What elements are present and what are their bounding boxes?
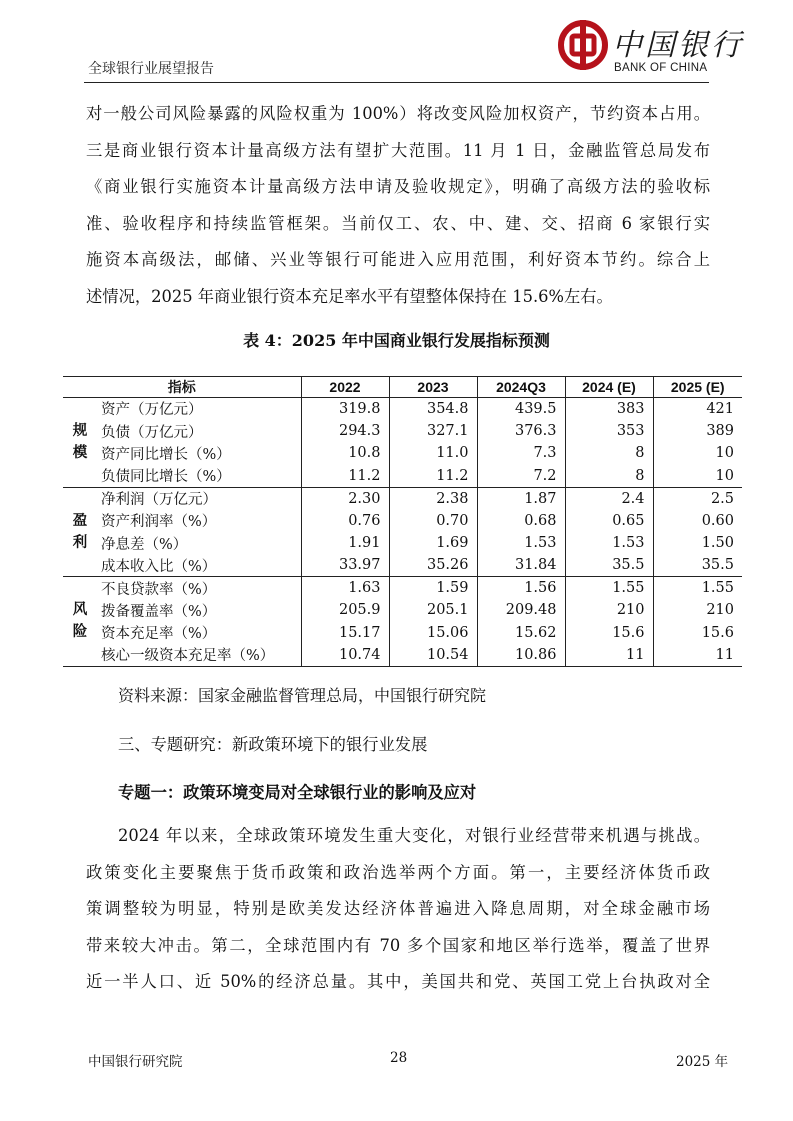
text-line: 近一半人口、近 50%的经济总量。其中，美国共和党、英国工党上台执政对全 — [86, 972, 710, 991]
value-cell: 210 — [565, 599, 653, 621]
column-header: 2024Q3 — [477, 377, 565, 398]
column-header: 2023 — [389, 377, 477, 398]
footer-year: 2025 年 — [676, 1054, 729, 1070]
footer-institution: 中国银行研究院 — [88, 1054, 183, 1070]
value-cell: 10.8 — [301, 442, 389, 464]
value-cell: 0.70 — [389, 509, 477, 531]
value-cell: 2.38 — [389, 487, 477, 509]
table-row — [63, 465, 742, 487]
text-line: 施资本高级法，邮储、兴业等银行可能进入应用范围，利好资本节约。综合上 — [86, 250, 710, 269]
value-cell: 1.56 — [477, 577, 565, 599]
bank-of-china-logo-icon — [558, 20, 608, 70]
text-line: 策调整较为明显，特别是欧美发达经济体普遍进入降息周期，对全球金融市场 — [86, 899, 710, 918]
indicator-name-cell: 成本收入比（%） — [101, 558, 217, 575]
value-cell: 209.48 — [477, 599, 565, 621]
value-cell: 0.76 — [301, 509, 389, 531]
value-cell: 11.2 — [301, 465, 389, 487]
header-divider — [84, 82, 709, 83]
indicator-name-cell: 负债（万亿元） — [101, 424, 203, 441]
column-header: 2024 (E) — [565, 377, 653, 398]
column-header: 2025 (E) — [653, 377, 742, 398]
row-group-label-char: 险 — [72, 623, 88, 641]
text-line: 政策变化主要聚焦于货币政策和政治选举两个方面。第一，主要经济体货币政 — [86, 862, 710, 882]
table-row — [63, 398, 742, 420]
value-cell: 35.5 — [653, 554, 742, 576]
value-cell: 353 — [565, 420, 653, 442]
indicator-name-cell: 不良贷款率（%） — [97, 577, 301, 599]
value-cell: 11.0 — [389, 442, 477, 464]
table-body — [63, 398, 742, 667]
indicator-name-cell: 资本充足率（%） — [101, 626, 217, 643]
value-cell: 294.3 — [301, 420, 389, 442]
value-cell: 1.53 — [477, 532, 565, 554]
row-group-label-char: 规 — [72, 422, 88, 440]
value-cell: 15.6 — [565, 621, 653, 643]
table-row — [63, 442, 742, 464]
table-row — [63, 577, 742, 599]
value-cell: 2.5 — [653, 487, 742, 509]
value-cell: 319.8 — [301, 398, 389, 420]
value-cell: 31.84 — [477, 554, 565, 576]
value-cell: 11 — [653, 644, 742, 666]
value-cell: 1.55 — [653, 577, 742, 599]
column-header: 2022 — [301, 377, 389, 398]
value-cell: 10.86 — [477, 644, 565, 666]
value-cell: 11.2 — [389, 465, 477, 487]
paragraph-capital-adequacy — [86, 96, 710, 315]
value-cell: 35.26 — [389, 554, 477, 576]
row-group-label-char: 盈 — [72, 511, 88, 529]
indicator-name-cell: 拨备覆盖率（%） — [101, 603, 217, 620]
value-cell: 383 — [565, 398, 653, 420]
text-line: 对一般公司风险暴露的风险权重为 100%）将改变风险加权资产，节约资本占用。 — [86, 104, 710, 123]
value-cell: 10 — [653, 442, 742, 464]
text-line: 带来较大冲击。第二，全球范围内有 70 多个国家和地区举行选举，覆盖了世界 — [86, 935, 710, 955]
value-cell: 1.87 — [477, 487, 565, 509]
value-cell: 205.1 — [389, 599, 477, 621]
table-header-row — [63, 377, 742, 398]
value-cell: 354.8 — [389, 398, 477, 420]
value-cell: 0.65 — [565, 509, 653, 531]
value-cell: 1.91 — [301, 532, 389, 554]
indicator-name-cell: 负债同比增长（%） — [101, 469, 231, 486]
value-cell: 2.30 — [301, 487, 389, 509]
value-cell: 35.5 — [565, 554, 653, 576]
indicator-forecast-table — [63, 376, 742, 667]
value-cell: 15.6 — [653, 621, 742, 643]
logo-english-text: BANK OF CHINA — [614, 62, 708, 74]
value-cell: 421 — [653, 398, 742, 420]
value-cell: 205.9 — [301, 599, 389, 621]
table-title: 表 4：2025 年中国商业银行发展指标预测 — [243, 331, 550, 350]
value-cell: 327.1 — [389, 420, 477, 442]
row-group-label — [63, 487, 97, 577]
table-row — [63, 554, 742, 576]
value-cell: 1.63 — [301, 577, 389, 599]
page-number: 28 — [390, 1050, 408, 1066]
paragraph-policy-environment — [86, 818, 710, 1001]
value-cell: 1.55 — [565, 577, 653, 599]
value-cell: 8 — [565, 465, 653, 487]
text-line: 《商业银行实施资本计量高级方法申请及验收规定》，明确了高级方法的验收标 — [86, 177, 710, 196]
value-cell: 2.4 — [565, 487, 653, 509]
value-cell: 389 — [653, 420, 742, 442]
table-row — [63, 532, 742, 554]
value-cell: 1.59 — [389, 577, 477, 599]
indicator-name-cell: 资产（万亿元） — [101, 402, 203, 419]
bank-logo — [558, 18, 744, 80]
logo-chinese-text: 中国银行 — [612, 28, 744, 63]
page-header — [0, 0, 793, 90]
subsection-heading: 专题一：政策环境变局对全球银行业的影响及应对 — [118, 783, 477, 802]
value-cell: 15.62 — [477, 621, 565, 643]
value-cell: 376.3 — [477, 420, 565, 442]
indicator-name-cell: 净息差（%） — [101, 536, 188, 553]
text-line: 准、验收程序和持续监管框架。当前仅工、农、中、建、交、招商 6 家银行实 — [86, 213, 710, 233]
value-cell: 0.60 — [653, 509, 742, 531]
value-cell: 439.5 — [477, 398, 565, 420]
value-cell: 1.53 — [565, 532, 653, 554]
table-row — [63, 621, 742, 643]
indicator-name-cell: 资产同比增长（%） — [101, 446, 231, 463]
report-title: 全球银行业展望报告 — [88, 61, 214, 77]
value-cell: 7.2 — [477, 465, 565, 487]
row-group-label — [63, 577, 97, 667]
table-row — [63, 487, 742, 509]
value-cell: 10.74 — [301, 644, 389, 666]
row-group-label-char: 风 — [72, 601, 88, 619]
table-source-note: 资料来源：国家金融监督管理总局，中国银行研究院 — [118, 686, 487, 705]
value-cell: 210 — [653, 599, 742, 621]
value-cell: 10.54 — [389, 644, 477, 666]
value-cell: 7.3 — [477, 442, 565, 464]
indicator-name-cell: 核心一级资本充足率（%） — [101, 648, 275, 665]
table-row — [63, 509, 742, 531]
indicator-name-cell: 净利润（万亿元） — [97, 487, 301, 509]
indicator-name-cell: 资产利润率（%） — [101, 514, 217, 531]
value-cell: 8 — [565, 442, 653, 464]
column-header: 指标 — [63, 377, 301, 398]
value-cell: 10 — [653, 465, 742, 487]
value-cell: 15.06 — [389, 621, 477, 643]
value-cell: 0.68 — [477, 509, 565, 531]
text-line: 三是商业银行资本计量高级方法有望扩大范围。11 月 1 日，金融监管总局发布 — [86, 140, 710, 160]
row-group-label-char: 利 — [72, 533, 88, 551]
table-row — [63, 420, 742, 442]
value-cell: 1.69 — [389, 532, 477, 554]
value-cell: 33.97 — [301, 554, 389, 576]
section-heading: 三、专题研究：新政策环境下的银行业发展 — [118, 735, 428, 754]
value-cell: 15.17 — [301, 621, 389, 643]
table-row — [63, 644, 742, 666]
value-cell: 1.50 — [653, 532, 742, 554]
table-row — [63, 599, 742, 621]
row-group-label — [63, 398, 97, 488]
text-line: 2024 年以来，全球政策环境发生重大变化，对银行业经营带来机遇与挑战。 — [118, 826, 710, 845]
text-line: 述情况，2025 年商业银行资本充足率水平有望整体保持在 15.6%左右。 — [86, 286, 613, 306]
row-group-label-char: 模 — [72, 444, 88, 462]
value-cell: 11 — [565, 644, 653, 666]
